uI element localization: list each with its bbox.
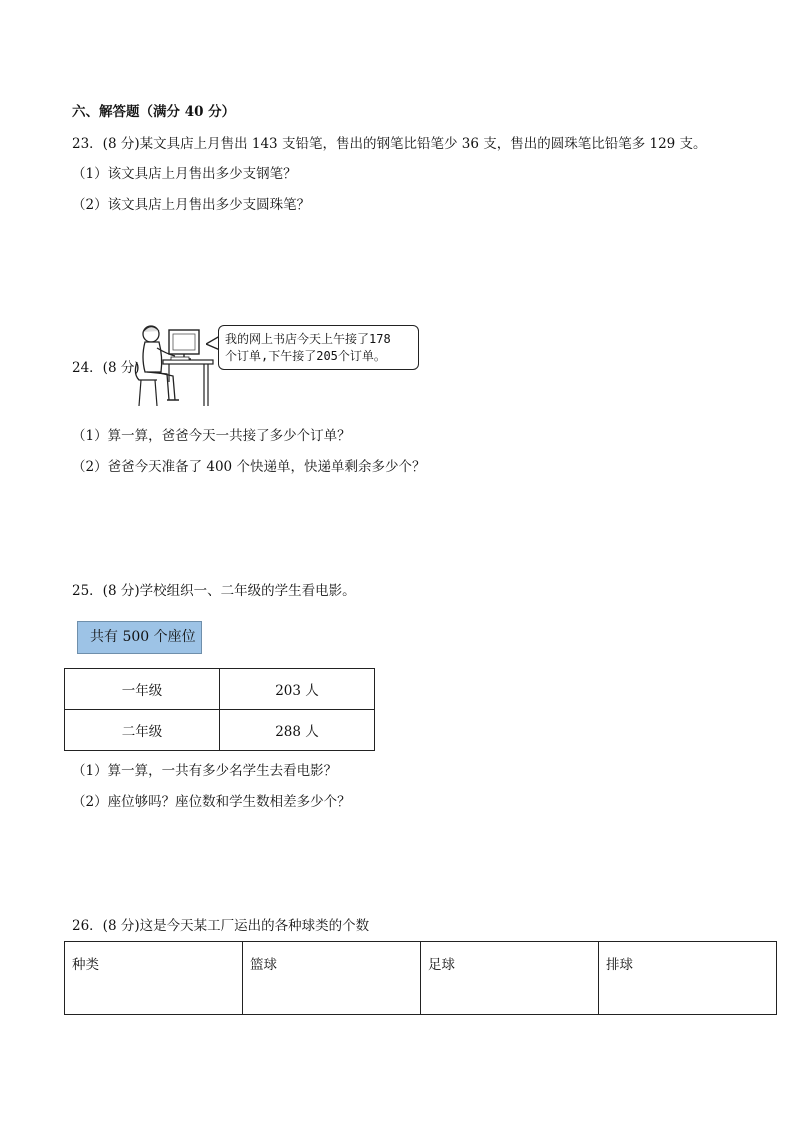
- count-cell: 288 人: [220, 710, 375, 751]
- table-row: [65, 669, 375, 710]
- q25-sub1: （1）算一算，一共有多少名学生去看电影？: [72, 763, 338, 779]
- grade-student-table: [64, 668, 375, 751]
- q24-label: 24．(8 分): [72, 360, 140, 376]
- q25-stem: 25．(8 分)学校组织一、二年级的学生看电影。: [72, 583, 356, 599]
- section-title: 六、解答题（满分 40 分）: [72, 104, 236, 120]
- table-row: [65, 942, 777, 1015]
- header-cell-type: 种类: [65, 942, 243, 1015]
- table-row: [65, 710, 375, 751]
- q23-sub1: （1）该文具店上月售出多少支钢笔？: [72, 166, 297, 182]
- ball-types-table: [64, 941, 777, 1015]
- bubble-line-2: 个订单,下午接了205个订单。: [225, 349, 386, 363]
- header-cell-basketball: 篮球: [243, 942, 421, 1015]
- q24-sub1: （1）算一算，爸爸今天一共接了多少个订单？: [72, 428, 351, 444]
- q25-sub2: （2）座位够吗？座位数和学生数相差多少个？: [72, 794, 351, 810]
- bubble-line-1: 我的网上书店今天上午接了178: [225, 332, 391, 346]
- seat-count-box: 共有 500 个座位: [77, 621, 202, 654]
- header-cell-football: 足球: [421, 942, 599, 1015]
- q23-sub2: （2）该文具店上月售出多少支圆珠笔？: [72, 197, 311, 213]
- q24-sub2: （2）爸爸今天准备了 400 个快递单，快递单剩余多少个？: [72, 459, 426, 475]
- count-cell: 203 人: [220, 669, 375, 710]
- speech-bubble: [218, 325, 419, 370]
- dad-at-computer-illustration: [133, 322, 215, 410]
- grade-cell: 二年级: [65, 710, 220, 751]
- q26-stem: 26．(8 分)这是今天某工厂运出的各种球类的个数: [72, 918, 370, 934]
- q23-stem: 23．(8 分)某文具店上月售出 143 支铅笔，售出的钢笔比铅笔少 36 支，售出的圆珠笔比铅笔多 129 支。: [72, 136, 707, 152]
- grade-cell: 一年级: [65, 669, 220, 710]
- header-cell-volleyball: 排球: [599, 942, 777, 1015]
